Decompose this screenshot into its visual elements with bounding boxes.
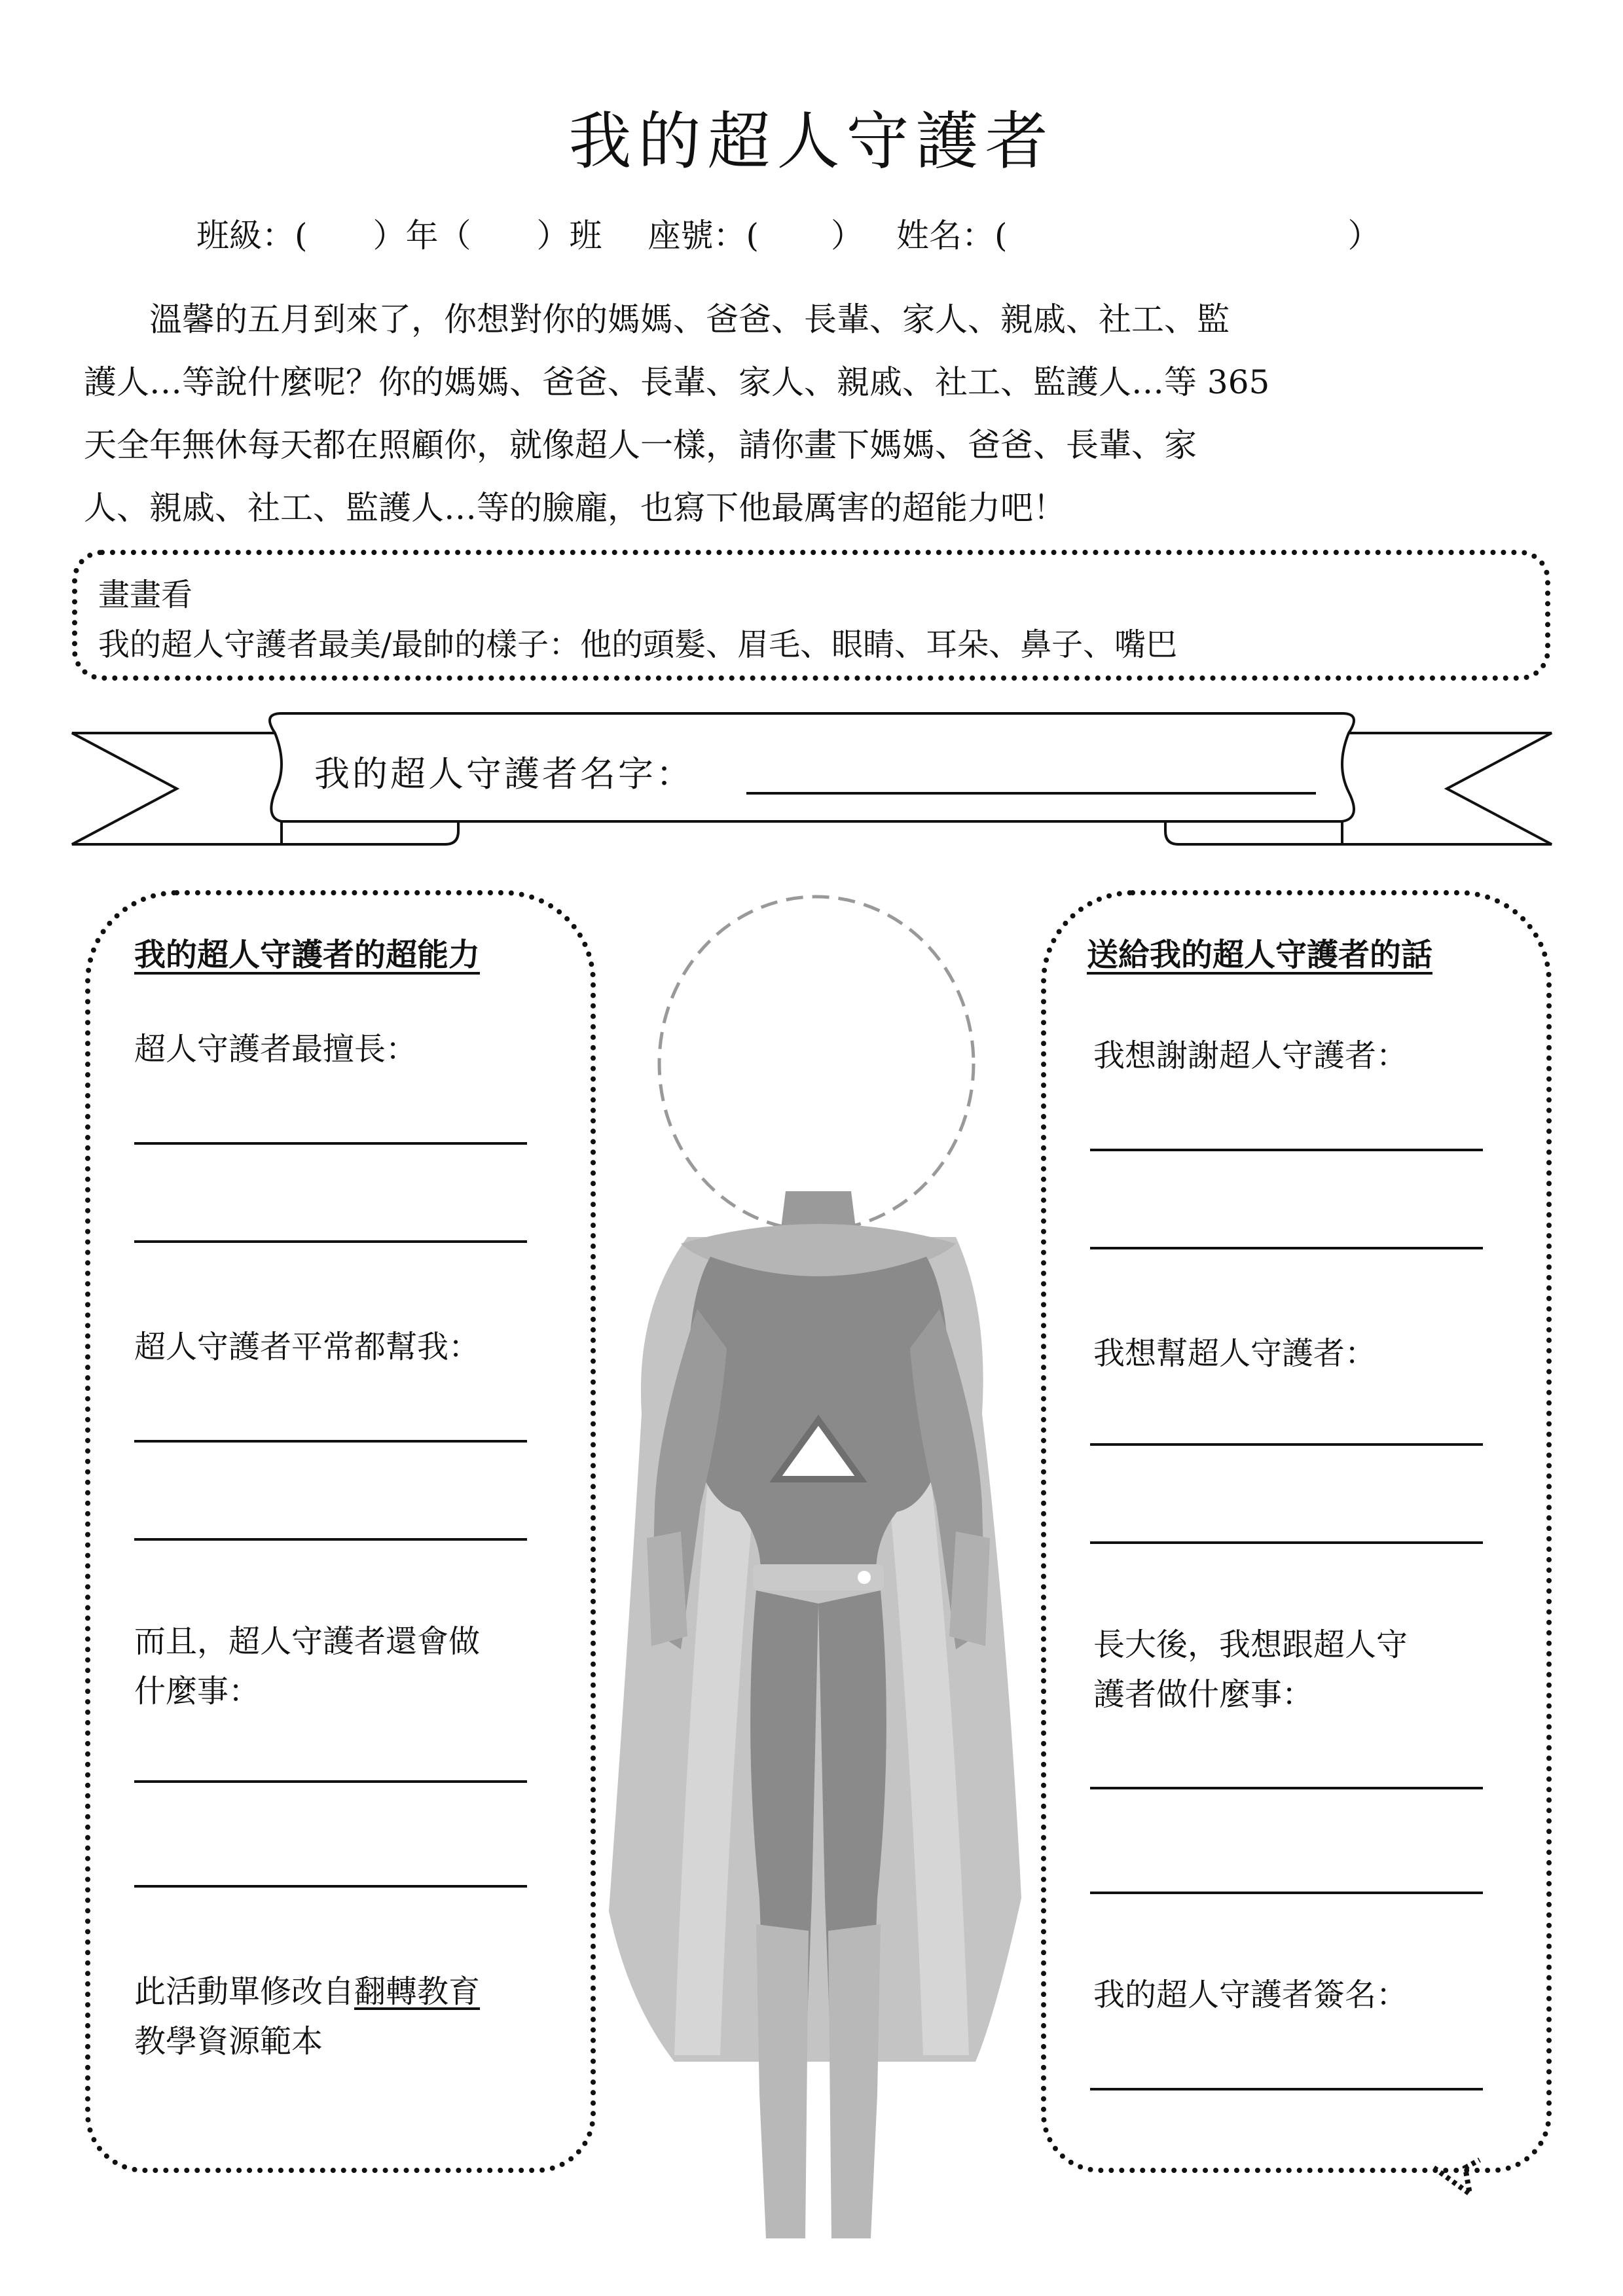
- grow-up-question: [1093, 1620, 1408, 1719]
- seat-label: 座號：(: [647, 217, 759, 255]
- left-boot: [756, 1924, 809, 2238]
- superpower-panel-title: 我的超人守護者的超能力: [134, 937, 481, 973]
- year-label: ）年（: [373, 217, 471, 255]
- answer-line[interactable]: [134, 1240, 527, 1243]
- credit-link[interactable]: 翻轉教育: [354, 1973, 481, 2010]
- intro-line: 護人…等說什麼呢？你的媽媽、爸爸、長輩、家人、親戚、社工、監護人…等 365: [84, 363, 1270, 401]
- answer-line[interactable]: [1090, 1443, 1483, 1446]
- answer-line[interactable]: [1090, 1541, 1483, 1544]
- head-drawing-circle: [659, 897, 974, 1230]
- credit-line2: 教學資源範本: [134, 2023, 323, 2060]
- year-blank[interactable]: [471, 209, 537, 257]
- student-info-line: [196, 209, 1381, 257]
- speech-tail: [1434, 2153, 1499, 2206]
- answer-line[interactable]: [1090, 1149, 1483, 1151]
- guardian-name-label: 我的超人守護者名字：: [314, 753, 694, 795]
- help-question: 我想幫超人守護者：: [1093, 1335, 1377, 1372]
- drawing-instruction-box: [72, 550, 1550, 681]
- drawbox-heading: 畫畫看: [98, 577, 193, 613]
- message-panel-title: 送給我的超人守護者的話: [1087, 937, 1433, 973]
- ribbon-banner: [65, 687, 1558, 857]
- grow-up-line1: 長大後，我想跟超人守: [1093, 1626, 1408, 1663]
- answer-line[interactable]: [134, 1885, 527, 1888]
- right-boot: [828, 1924, 881, 2238]
- guardian-name-line[interactable]: [746, 792, 1316, 795]
- also-does-question: [134, 1617, 480, 1716]
- answer-line[interactable]: [1090, 1247, 1483, 1249]
- left-glove: [647, 1532, 687, 1646]
- ribbon-right-tail: [1342, 733, 1552, 844]
- ribbon-left-tail: [72, 733, 282, 844]
- right-glove: [949, 1532, 990, 1646]
- helps-me-question: 超人守護者平常都幫我：: [134, 1329, 481, 1365]
- answer-line[interactable]: [134, 1538, 527, 1541]
- intro-line: 溫馨的五月到來了，你想對你的媽媽、爸爸、長輩、家人、親戚、社工、監: [149, 300, 1230, 338]
- seat-blank[interactable]: [759, 209, 831, 257]
- intro-line: 天全年無休每天都在照顧你，就像超人一樣，請你畫下媽媽、爸爸、長輩、家: [84, 426, 1197, 464]
- intro-paragraph: [84, 288, 1557, 539]
- answer-line[interactable]: [134, 1142, 527, 1145]
- answer-line[interactable]: [1090, 1892, 1483, 1894]
- belt-buckle: [858, 1571, 871, 1584]
- seat-close: ）: [831, 217, 864, 255]
- name-close: ）: [1347, 217, 1381, 255]
- also-does-line2: 什麼事：: [134, 1673, 261, 1710]
- drawbox-instruction: 我的超人守護者最美/最帥的樣子：他的頭髮、眉毛、眼睛、耳朵、鼻子、嘴巴: [98, 626, 1178, 663]
- answer-line[interactable]: [1090, 1787, 1483, 1789]
- answer-line[interactable]: [134, 1440, 527, 1443]
- thank-question: 我想謝謝超人守護者：: [1093, 1037, 1408, 1074]
- credit-note: [134, 1967, 480, 2066]
- credit-prefix: 此活動單修改自: [134, 1973, 355, 2010]
- best-at-question: 超人守護者最擅長：: [134, 1031, 418, 1067]
- answer-line[interactable]: [134, 1780, 527, 1783]
- grow-up-line2: 護者做什麼事：: [1093, 1676, 1314, 1713]
- name-blank[interactable]: [1008, 209, 1348, 257]
- intro-line: 人、親戚、社工、監護人…等的臉龐，也寫下他最厲害的超能力吧！: [84, 489, 1066, 527]
- page-title: 我的超人守護者: [568, 105, 1055, 178]
- also-does-line1: 而且，超人守護者還會做: [134, 1623, 481, 1660]
- class-label: 班級：(: [196, 217, 308, 255]
- signature-line[interactable]: [1090, 2088, 1483, 2090]
- class-unit-label: ）班: [536, 217, 602, 255]
- name-label: 姓名：(: [896, 217, 1008, 255]
- class-blank[interactable]: [308, 209, 373, 257]
- signature-label: 我的超人守護者簽名：: [1093, 1977, 1408, 2013]
- superhero-figure: [589, 851, 1034, 2291]
